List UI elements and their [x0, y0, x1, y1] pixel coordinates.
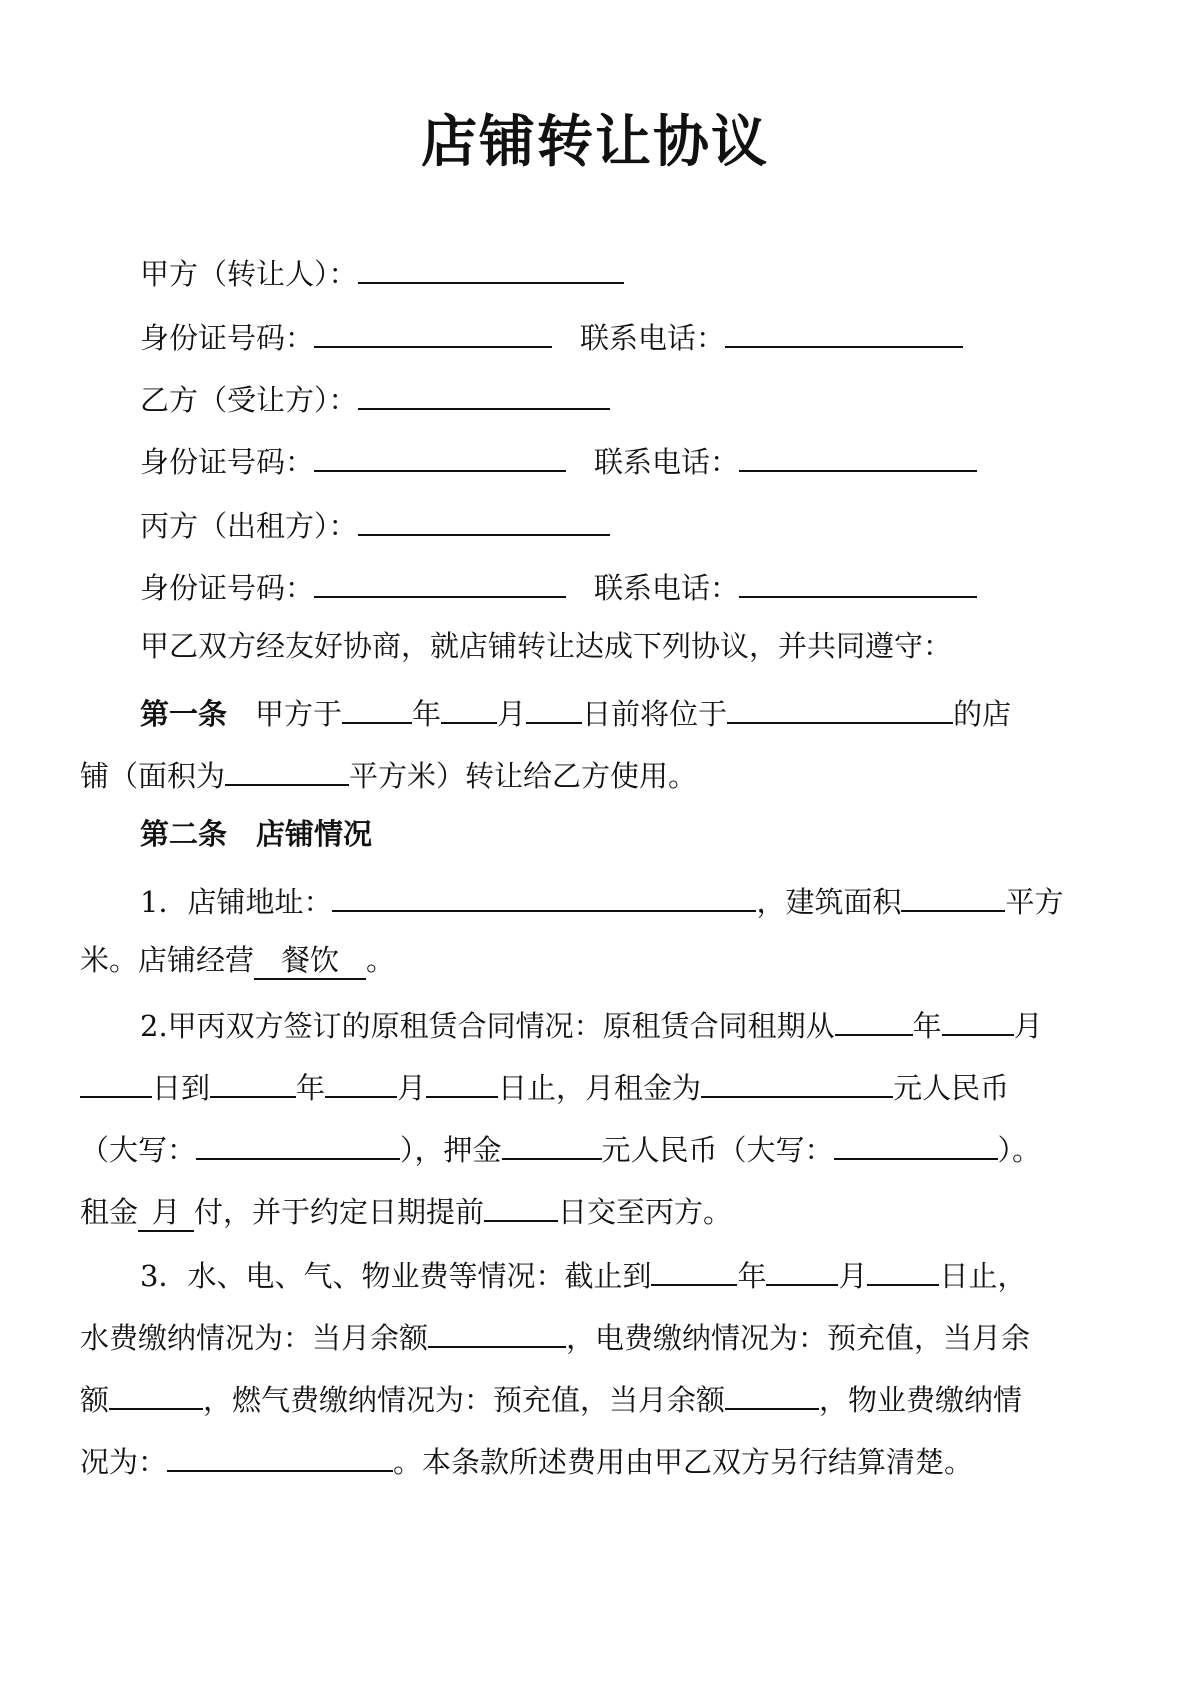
rent-uppercase-blank[interactable]: [196, 1124, 400, 1160]
party-a-label: 甲方（转让人）：: [140, 257, 358, 291]
article1-month-blank[interactable]: [441, 688, 497, 724]
party-b-id-label: 身份证号码：: [140, 445, 315, 479]
party-b-name-blank[interactable]: [358, 374, 610, 410]
deposit-uppercase-blank[interactable]: [834, 1124, 998, 1160]
item3-text: 。本条款所述费用由甲乙双方另行结算清楚。: [393, 1445, 974, 1479]
item2-text: ），押金: [400, 1133, 502, 1167]
item2-text: 日交至丙方。: [558, 1195, 733, 1229]
item3-text: 额: [80, 1383, 110, 1417]
party-a-id-blank[interactable]: [314, 312, 552, 348]
party-c-name-blank[interactable]: [358, 500, 610, 536]
article1-text: 的店: [953, 697, 1012, 731]
item2-year-label: 年: [296, 1071, 326, 1105]
article2-heading: 第二条 店铺情况: [140, 817, 373, 851]
item1-text: 平方: [1005, 885, 1064, 919]
lease-end-year-blank[interactable]: [210, 1062, 296, 1098]
article2-item3-line2: [80, 1312, 1030, 1356]
party-a-phone-label: 联系电话：: [580, 321, 726, 355]
cutoff-year-blank[interactable]: [651, 1250, 737, 1286]
item2-month-label: 月: [1013, 1009, 1043, 1043]
item1-text: 。: [366, 943, 396, 977]
party-c-id-blank[interactable]: [314, 562, 566, 598]
article1-text: 甲方于: [255, 697, 343, 731]
item2-text: 元人民币: [893, 1071, 1010, 1105]
item2-text: ）。: [997, 1133, 1042, 1167]
water-balance-blank[interactable]: [428, 1312, 566, 1348]
item3-text: 3．水、电、气、物业费等情况：截止到: [140, 1259, 652, 1293]
lease-end-day-blank[interactable]: [426, 1062, 498, 1098]
item3-text: 水费缴纳情况为：当月余额: [80, 1321, 429, 1355]
lease-start-day-blank[interactable]: [80, 1062, 152, 1098]
party-c-contact-line: [140, 562, 977, 606]
monthly-rent-blank[interactable]: [701, 1062, 893, 1098]
party-b-line: [140, 374, 610, 418]
party-a-line: [140, 248, 624, 292]
item2-text: 日到: [152, 1071, 211, 1105]
article2-item2-line2: [80, 1062, 1009, 1106]
article1-year-blank[interactable]: [342, 688, 412, 724]
deposit-blank[interactable]: [502, 1124, 602, 1160]
article2-item1-line1: [140, 876, 1063, 920]
item2-year-label: 年: [912, 1009, 942, 1043]
item3-year-label: 年: [737, 1259, 767, 1293]
item3-text: ，物业费缴纳情: [819, 1383, 1023, 1417]
article1-text: 日前将位于: [582, 697, 728, 731]
property-fee-blank[interactable]: [167, 1436, 393, 1472]
article1-year-label: 年: [412, 697, 442, 731]
article1-day-blank[interactable]: [526, 688, 582, 724]
article2-item2-line4: [80, 1186, 732, 1230]
party-b-phone-label: 联系电话：: [594, 445, 740, 479]
item2-text: （大写：: [80, 1133, 197, 1167]
item2-text: 日止，月租金为: [498, 1071, 702, 1105]
item1-text: 1．店铺地址：: [140, 885, 333, 919]
document-title: 店铺转让协议: [421, 110, 769, 175]
party-c-line: [140, 500, 610, 544]
party-c-label: 丙方（出租方）：: [140, 509, 358, 543]
article1-area-blank[interactable]: [225, 750, 349, 786]
article1-line1: [140, 688, 1011, 732]
item3-text: ，燃气费缴纳情况为：预充值，当月余额: [203, 1383, 726, 1417]
advance-days-blank[interactable]: [484, 1186, 558, 1222]
lease-start-year-blank[interactable]: [835, 1000, 913, 1036]
article1-text: 平方米）转让给乙方使用。: [349, 759, 698, 793]
item2-text: 付，并于约定日期提前: [194, 1195, 485, 1229]
party-a-contact-line: [140, 312, 963, 356]
building-area-blank[interactable]: [901, 876, 1005, 912]
rent-pay-cycle-value[interactable]: 月: [138, 1194, 194, 1232]
party-b-label: 乙方（受让方）：: [140, 383, 358, 417]
article2-item3-line3: [80, 1374, 1022, 1418]
electric-balance-blank[interactable]: [109, 1374, 203, 1410]
lease-start-month-blank[interactable]: [942, 1000, 1014, 1036]
party-a-id-label: 身份证号码：: [140, 321, 315, 355]
article1-line2: [80, 750, 697, 794]
item1-text: 米。店铺经营: [80, 943, 255, 977]
item2-text: 2.甲丙双方签订的原租赁合同情况：原租赁合同租期从: [140, 1009, 835, 1043]
party-c-phone-label: 联系电话：: [594, 571, 740, 605]
article1-text: 铺（面积为: [80, 759, 226, 793]
article2-item3-line1: [140, 1250, 1027, 1294]
party-b-phone-blank[interactable]: [739, 436, 977, 472]
item2-text: 租金: [80, 1195, 139, 1229]
article1-location-blank[interactable]: [727, 688, 953, 724]
item1-text: ，建筑面积: [756, 885, 902, 919]
article2-item2-line3: [80, 1124, 1041, 1168]
cutoff-day-blank[interactable]: [867, 1250, 939, 1286]
item3-month-label: 月: [838, 1259, 868, 1293]
intro-paragraph: 甲乙双方经友好协商，就店铺转让达成下列协议，并共同遵守：: [140, 629, 953, 663]
shop-address-blank[interactable]: [332, 876, 756, 912]
party-a-name-blank[interactable]: [358, 248, 624, 284]
party-b-id-blank[interactable]: [314, 436, 566, 472]
gas-balance-blank[interactable]: [725, 1374, 819, 1410]
party-a-phone-blank[interactable]: [725, 312, 963, 348]
article1-month-label: 月: [497, 697, 527, 731]
item2-text: 元人民币（大写：: [601, 1133, 834, 1167]
article2-item1-line2: [80, 938, 395, 982]
item3-text: 况为：: [80, 1445, 168, 1479]
item3-text: 日止，: [939, 1259, 1027, 1293]
party-c-phone-blank[interactable]: [739, 562, 977, 598]
item3-text: ，电费缴纳情况为：预充值，当月余: [566, 1321, 1031, 1355]
business-type-value[interactable]: 餐饮: [254, 942, 366, 980]
article2-item2-line1: [140, 1000, 1043, 1044]
lease-end-month-blank[interactable]: [325, 1062, 397, 1098]
article1-heading: 第一条: [140, 697, 228, 731]
party-c-id-label: 身份证号码：: [140, 571, 315, 605]
item2-month-label: 月: [397, 1071, 427, 1105]
cutoff-month-blank[interactable]: [766, 1250, 838, 1286]
party-b-contact-line: [140, 436, 977, 480]
article2-item3-line4: [80, 1436, 973, 1480]
